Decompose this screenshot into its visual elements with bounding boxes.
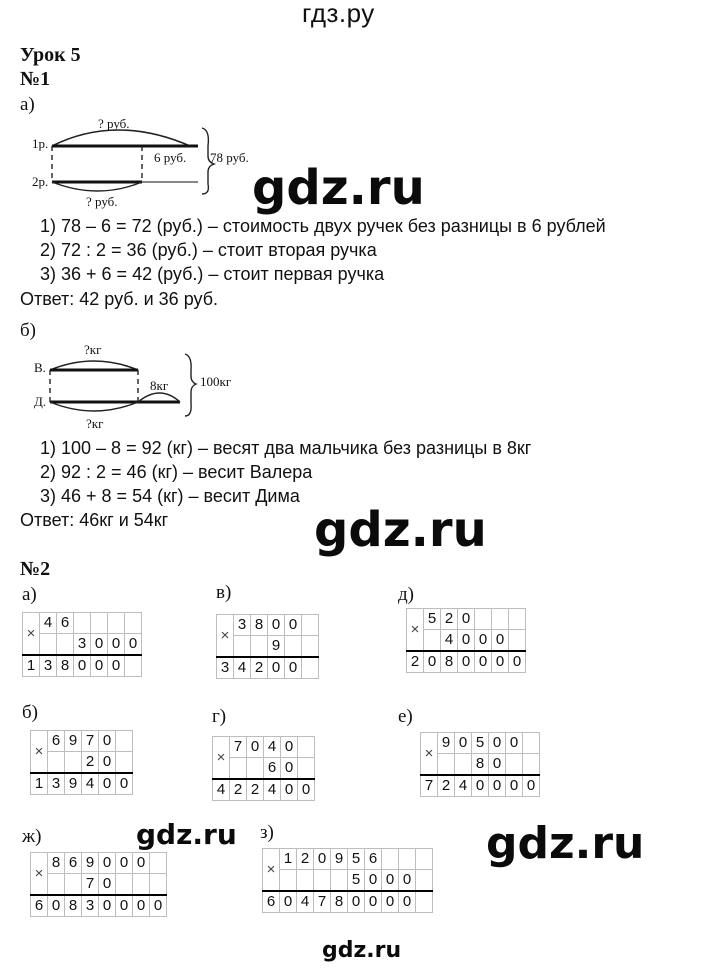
grid-cell: 0 <box>314 849 331 870</box>
grid-cell <box>108 613 125 634</box>
grid-cell: 3 <box>217 657 234 679</box>
task1-a-step1: 1) 78 – 6 = 72 (руб.) – стоимость двух ручек без разницы в 6 рублей <box>40 216 606 236</box>
grid-cell: 0 <box>492 630 509 652</box>
grid-cell: 0 <box>365 870 382 892</box>
grid-cell: 8 <box>65 895 82 917</box>
grid-cell: 4 <box>297 891 314 913</box>
grid-cell: 2 <box>230 779 247 801</box>
grid-row <box>217 657 319 679</box>
grid-g <box>212 736 315 801</box>
grid-cell: 1 <box>31 773 48 795</box>
grid-cell: 6 <box>48 731 65 752</box>
task1-a-answer: Ответ: 42 руб. и 36 руб. <box>20 289 219 309</box>
grid-cell: 0 <box>365 891 382 913</box>
grid-cell: 9 <box>331 849 348 870</box>
grid-row <box>407 609 526 630</box>
grid-cell: 2 <box>438 775 455 797</box>
grid-cell: 4 <box>455 775 472 797</box>
grid-cell: 4 <box>441 630 458 652</box>
grid-cell <box>116 752 133 774</box>
grid-cell: 6 <box>365 849 382 870</box>
grid-cell: 2 <box>82 752 99 774</box>
grid-cell: 0 <box>489 775 506 797</box>
multiply-sign: × <box>421 733 438 776</box>
diagram-a-bottom: ? руб. <box>86 194 118 209</box>
grid-cell <box>475 609 492 630</box>
task2-v-letter: в) <box>216 582 232 603</box>
grid-cell <box>247 758 264 780</box>
grid-cell: 0 <box>458 651 475 673</box>
task1-b-answer: Ответ: 46кг и 54кг <box>20 510 169 530</box>
lesson-title: Урок 5 <box>20 44 81 66</box>
grid-cell: 0 <box>382 891 399 913</box>
grid-cell: 0 <box>247 737 264 758</box>
task1-a-step2: 2) 72 : 2 = 36 (руб.) – стоит вторая ручка <box>40 240 377 260</box>
grid-cell <box>297 870 314 892</box>
grid-cell: 6 <box>57 613 74 634</box>
grid-cell: 5 <box>348 849 365 870</box>
grid-cell: 8 <box>57 655 74 677</box>
grid-cell: 2 <box>297 849 314 870</box>
grid-cell: 4 <box>40 613 57 634</box>
grid-cell <box>455 754 472 776</box>
grid-cell <box>506 754 523 776</box>
watermark-5: gdz.ru <box>322 938 402 963</box>
grid-row <box>213 779 315 801</box>
grid-cell: 2 <box>441 609 458 630</box>
grid-cell: 4 <box>234 657 251 679</box>
multiply-sign: × <box>31 731 48 774</box>
grid-cell: 0 <box>281 737 298 758</box>
grid-cell <box>492 609 509 630</box>
grid-cell <box>91 613 108 634</box>
grid-row <box>23 613 142 634</box>
grid-cell <box>523 754 540 776</box>
multiply-sign: × <box>23 613 40 656</box>
grid-cell <box>438 754 455 776</box>
grid-cell <box>150 853 167 874</box>
grid-row <box>31 773 133 795</box>
grid-cell: 2 <box>251 657 268 679</box>
grid-cell <box>234 636 251 658</box>
grid-cell: 0 <box>99 752 116 774</box>
grid-cell: 5 <box>348 870 365 892</box>
grid-cell: 7 <box>82 874 99 896</box>
grid-cell: 9 <box>438 733 455 754</box>
grid-cell: 0 <box>509 651 526 673</box>
grid-v <box>216 614 319 679</box>
multiply-sign: × <box>263 849 280 892</box>
task2-z-letter: з) <box>260 822 274 843</box>
task2-b-letter: б) <box>22 702 38 723</box>
grid-row <box>31 731 133 752</box>
grid-cell: 0 <box>99 895 116 917</box>
grid-cell: 0 <box>99 874 116 896</box>
multiply-sign: × <box>407 609 424 652</box>
grid-cell: 6 <box>264 758 281 780</box>
grid-cell <box>424 630 441 652</box>
grid-cell: 7 <box>82 731 99 752</box>
grid-e <box>420 732 540 797</box>
grid-cell: 6 <box>65 853 82 874</box>
grid-cell: 0 <box>281 758 298 780</box>
grid-cell <box>302 636 319 658</box>
watermark-2: gdz.ru <box>314 502 487 558</box>
site-title: гдз.ру <box>302 0 375 28</box>
grid-cell: 0 <box>74 655 91 677</box>
grid-cell: 4 <box>264 779 281 801</box>
grid-row <box>31 895 167 917</box>
grid-row <box>421 754 540 776</box>
grid-cell <box>509 609 526 630</box>
grid-row <box>217 615 319 636</box>
task2-e-letter: е) <box>398 706 413 727</box>
multiply-sign: × <box>31 853 48 896</box>
grid-cell: 0 <box>116 853 133 874</box>
task1-b-step2: 2) 92 : 2 = 46 (кг) – весит Валера <box>40 462 313 482</box>
grid-cell: 0 <box>99 731 116 752</box>
grid-row <box>263 849 433 870</box>
grid-cell <box>48 752 65 774</box>
grid-cell: 9 <box>65 731 82 752</box>
grid-cell: 0 <box>125 634 142 656</box>
grid-cell: 0 <box>91 634 108 656</box>
task1-b-step1: 1) 100 – 8 = 92 (кг) – весят два мальчика без разницы в 8кг <box>40 438 532 458</box>
grid-cell: 0 <box>281 779 298 801</box>
grid-cell: 0 <box>116 895 133 917</box>
grid-cell: 9 <box>82 853 99 874</box>
grid-cell <box>314 870 331 892</box>
grid-cell: 3 <box>48 773 65 795</box>
grid-cell: 0 <box>506 733 523 754</box>
grid-cell: 2 <box>407 651 424 673</box>
grid-cell: 0 <box>298 779 315 801</box>
task1-b-letter: б) <box>20 320 36 341</box>
grid-row <box>421 775 540 797</box>
grid-cell: 4 <box>213 779 230 801</box>
watermark-1: gdz.ru <box>252 160 425 216</box>
grid-cell: 3 <box>74 634 91 656</box>
grid-cell: 8 <box>441 651 458 673</box>
multiply-sign: × <box>217 615 234 658</box>
task2-zh-letter: ж) <box>22 826 42 847</box>
grid-cell <box>523 733 540 754</box>
grid-cell <box>298 737 315 758</box>
diagram-b-bottom: ?кг <box>86 416 104 431</box>
diagram-a-diff: 6 руб. <box>154 150 187 165</box>
grid-cell: 5 <box>472 733 489 754</box>
task2-a-letter: а) <box>22 584 37 605</box>
grid-cell: 8 <box>251 615 268 636</box>
grid-cell: 0 <box>489 733 506 754</box>
grid-cell <box>116 731 133 752</box>
multiply-sign: × <box>213 737 230 780</box>
grid-cell <box>382 849 399 870</box>
grid-cell: 0 <box>133 853 150 874</box>
task1-b-step3: 3) 46 + 8 = 54 (кг) – весит Дима <box>40 486 300 506</box>
task1-a-letter: а) <box>20 94 35 115</box>
grid-cell: 9 <box>268 636 285 658</box>
diagram-b-diff: 8кг <box>150 378 169 393</box>
grid-cell: 0 <box>108 655 125 677</box>
watermark-3: gdz.ru <box>136 818 237 851</box>
grid-row <box>23 634 142 656</box>
grid-cell <box>399 849 416 870</box>
grid-row <box>213 737 315 758</box>
grid-cell <box>302 615 319 636</box>
grid-cell: 0 <box>382 870 399 892</box>
task2-d-letter: д) <box>398 584 414 605</box>
task2-label: №2 <box>20 558 51 580</box>
grid-zh <box>30 852 167 917</box>
grid-cell <box>133 874 150 896</box>
grid-row <box>31 874 167 896</box>
grid-row <box>407 651 526 673</box>
grid-cell: 3 <box>82 895 99 917</box>
grid-cell <box>40 634 57 656</box>
grid-cell: 1 <box>23 655 40 677</box>
grid-cell <box>509 630 526 652</box>
grid-cell: 0 <box>475 651 492 673</box>
grid-cell: 0 <box>99 773 116 795</box>
grid-cell: 4 <box>264 737 281 758</box>
grid-cell: 7 <box>421 775 438 797</box>
grid-cell <box>150 874 167 896</box>
grid-cell: 0 <box>285 615 302 636</box>
grid-cell: 9 <box>65 773 82 795</box>
grid-cell <box>285 636 302 658</box>
grid-a <box>22 612 142 677</box>
grid-cell: 2 <box>247 779 264 801</box>
grid-row <box>407 630 526 652</box>
grid-cell: 0 <box>458 609 475 630</box>
grid-cell <box>416 870 433 892</box>
grid-cell <box>280 870 297 892</box>
grid-cell: 5 <box>424 609 441 630</box>
grid-cell: 6 <box>31 895 48 917</box>
grid-cell: 0 <box>348 891 365 913</box>
grid-cell <box>416 849 433 870</box>
grid-row <box>23 655 142 677</box>
grid-cell <box>48 874 65 896</box>
grid-cell <box>230 758 247 780</box>
diagram-b-row1: В. <box>34 360 46 375</box>
grid-cell: 0 <box>133 895 150 917</box>
grid-d <box>406 608 526 673</box>
grid-cell <box>116 874 133 896</box>
grid-cell: 1 <box>280 849 297 870</box>
grid-cell: 0 <box>458 630 475 652</box>
grid-cell: 0 <box>523 775 540 797</box>
grid-cell: 3 <box>234 615 251 636</box>
diagram-b-total: 100кг <box>200 374 232 389</box>
grid-cell: 0 <box>489 754 506 776</box>
task1-a-step3: 3) 36 + 6 = 42 (руб.) – стоит первая ручка <box>40 264 385 284</box>
diagram-a-row2: 2р. <box>32 174 49 189</box>
grid-cell: 0 <box>472 775 489 797</box>
grid-cell <box>74 613 91 634</box>
diagram-a-row1: 1р. <box>32 136 49 151</box>
grid-cell: 0 <box>399 891 416 913</box>
grid-cell: 0 <box>492 651 509 673</box>
grid-cell <box>251 636 268 658</box>
grid-cell: 0 <box>506 775 523 797</box>
grid-row <box>31 853 167 874</box>
grid-cell <box>125 613 142 634</box>
grid-cell: 0 <box>99 853 116 874</box>
grid-row <box>263 891 433 913</box>
grid-cell: 0 <box>455 733 472 754</box>
grid-b <box>30 730 133 795</box>
grid-cell <box>65 874 82 896</box>
grid-cell: 0 <box>285 657 302 679</box>
grid-cell: 7 <box>230 737 247 758</box>
task1-label: №1 <box>20 68 51 90</box>
diagram-b-row2: Д. <box>34 394 47 409</box>
diagram-a-total: 78 руб. <box>210 150 249 165</box>
task2-g-letter: г) <box>212 706 227 727</box>
grid-cell: 4 <box>82 773 99 795</box>
grid-cell: 0 <box>91 655 108 677</box>
grid-row <box>421 733 540 754</box>
grid-cell: 0 <box>48 895 65 917</box>
grid-cell: 0 <box>116 773 133 795</box>
grid-cell: 0 <box>150 895 167 917</box>
watermark-4: gdz.ru <box>486 818 645 869</box>
grid-cell: 3 <box>40 655 57 677</box>
grid-cell: 0 <box>475 630 492 652</box>
grid-cell <box>416 891 433 913</box>
grid-cell: 0 <box>268 657 285 679</box>
grid-cell: 8 <box>331 891 348 913</box>
grid-cell: 0 <box>280 891 297 913</box>
grid-z <box>262 848 433 913</box>
grid-cell <box>125 655 142 677</box>
diagram-a-top: ? руб. <box>98 116 130 131</box>
grid-cell <box>302 657 319 679</box>
grid-cell: 0 <box>108 634 125 656</box>
grid-cell <box>298 758 315 780</box>
grid-cell: 8 <box>472 754 489 776</box>
grid-cell: 7 <box>314 891 331 913</box>
grid-cell: 0 <box>268 615 285 636</box>
grid-row <box>263 870 433 892</box>
grid-cell <box>331 870 348 892</box>
grid-cell <box>57 634 74 656</box>
grid-cell: 8 <box>48 853 65 874</box>
grid-cell <box>65 752 82 774</box>
diagram-b-top: ?кг <box>84 342 102 357</box>
grid-cell: 6 <box>263 891 280 913</box>
grid-cell: 0 <box>399 870 416 892</box>
grid-cell: 0 <box>424 651 441 673</box>
